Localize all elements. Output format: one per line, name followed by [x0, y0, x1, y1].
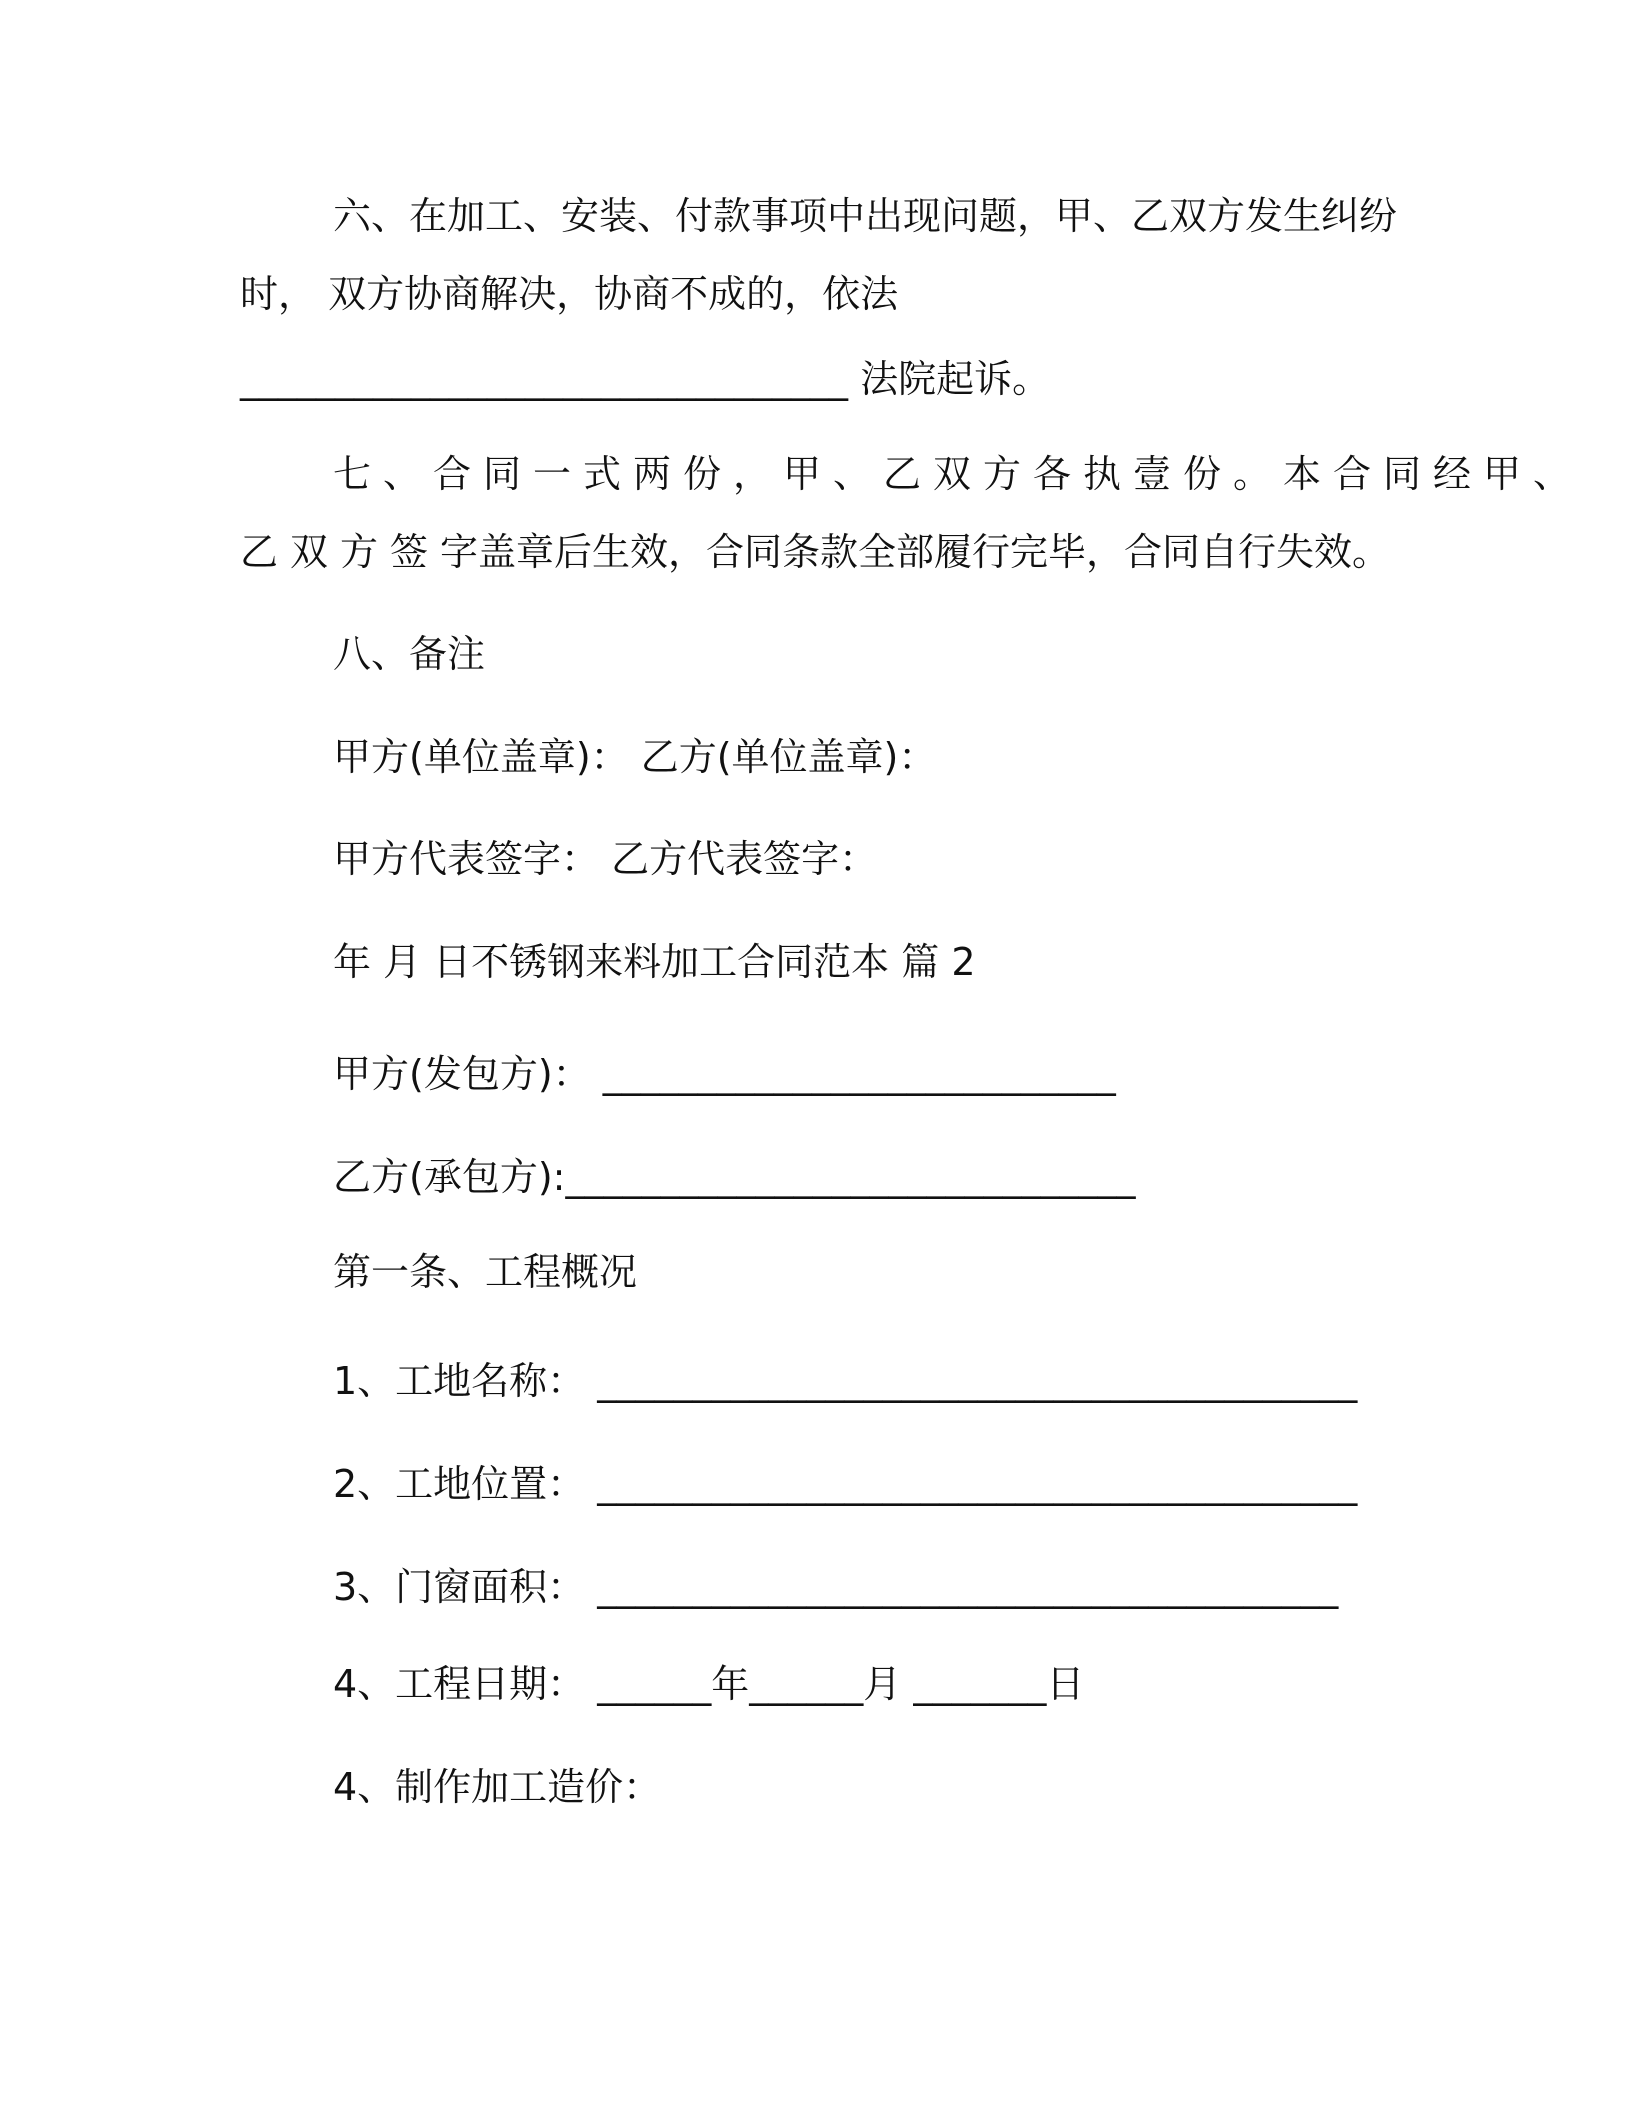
seal-line: 甲方(单位盖章)： 乙方(单位盖章)： — [333, 735, 937, 779]
clause6-line1: 六、在加工、安装、付款事项中出现问题，甲、乙双方发生纠纷 — [333, 194, 1398, 238]
article1-title: 第一条、工程概况 — [333, 1250, 638, 1294]
clause8-title: 八、备注 — [333, 632, 486, 676]
section2-title: 年 月 日不锈钢来料加工合同范本 篇 2 — [333, 940, 976, 984]
party-b-field: 乙方(承包方):______________________________ — [333, 1155, 1136, 1199]
clause7-line2 — [240, 528, 1390, 576]
clause7-line2-spaced-text: 乙双方签 — [240, 530, 441, 574]
clause7-line1: 七、合同一式两份，甲、乙双方各执壹份。本合同经甲、 — [333, 452, 1584, 496]
clause7-line2-text: 字盖章后生效，合同条款全部履行完毕，合同自行失效。 — [440, 530, 1391, 574]
project-date-field: 4、工程日期： ______年______月 _______日 — [333, 1662, 1085, 1706]
clause6-line2: 时， 双方协商解决，协商不成的，依法 — [240, 272, 899, 316]
window-area-field: 3、门窗面积： _______________________________________ — [333, 1565, 1339, 1609]
party-a-field: 甲方(发包方)： ___________________________ — [333, 1052, 1116, 1096]
clause6-line3: ________________________________ 法院起诉。 — [240, 357, 1051, 401]
site-location-field: 2、工地位置： ________________________________________ — [333, 1462, 1358, 1506]
site-name-field: 1、工地名称： ________________________________________ — [333, 1359, 1358, 1403]
representative-signature-line: 甲方代表签字： 乙方代表签字： — [333, 837, 878, 881]
processing-cost-field: 4、制作加工造价： — [333, 1765, 662, 1809]
